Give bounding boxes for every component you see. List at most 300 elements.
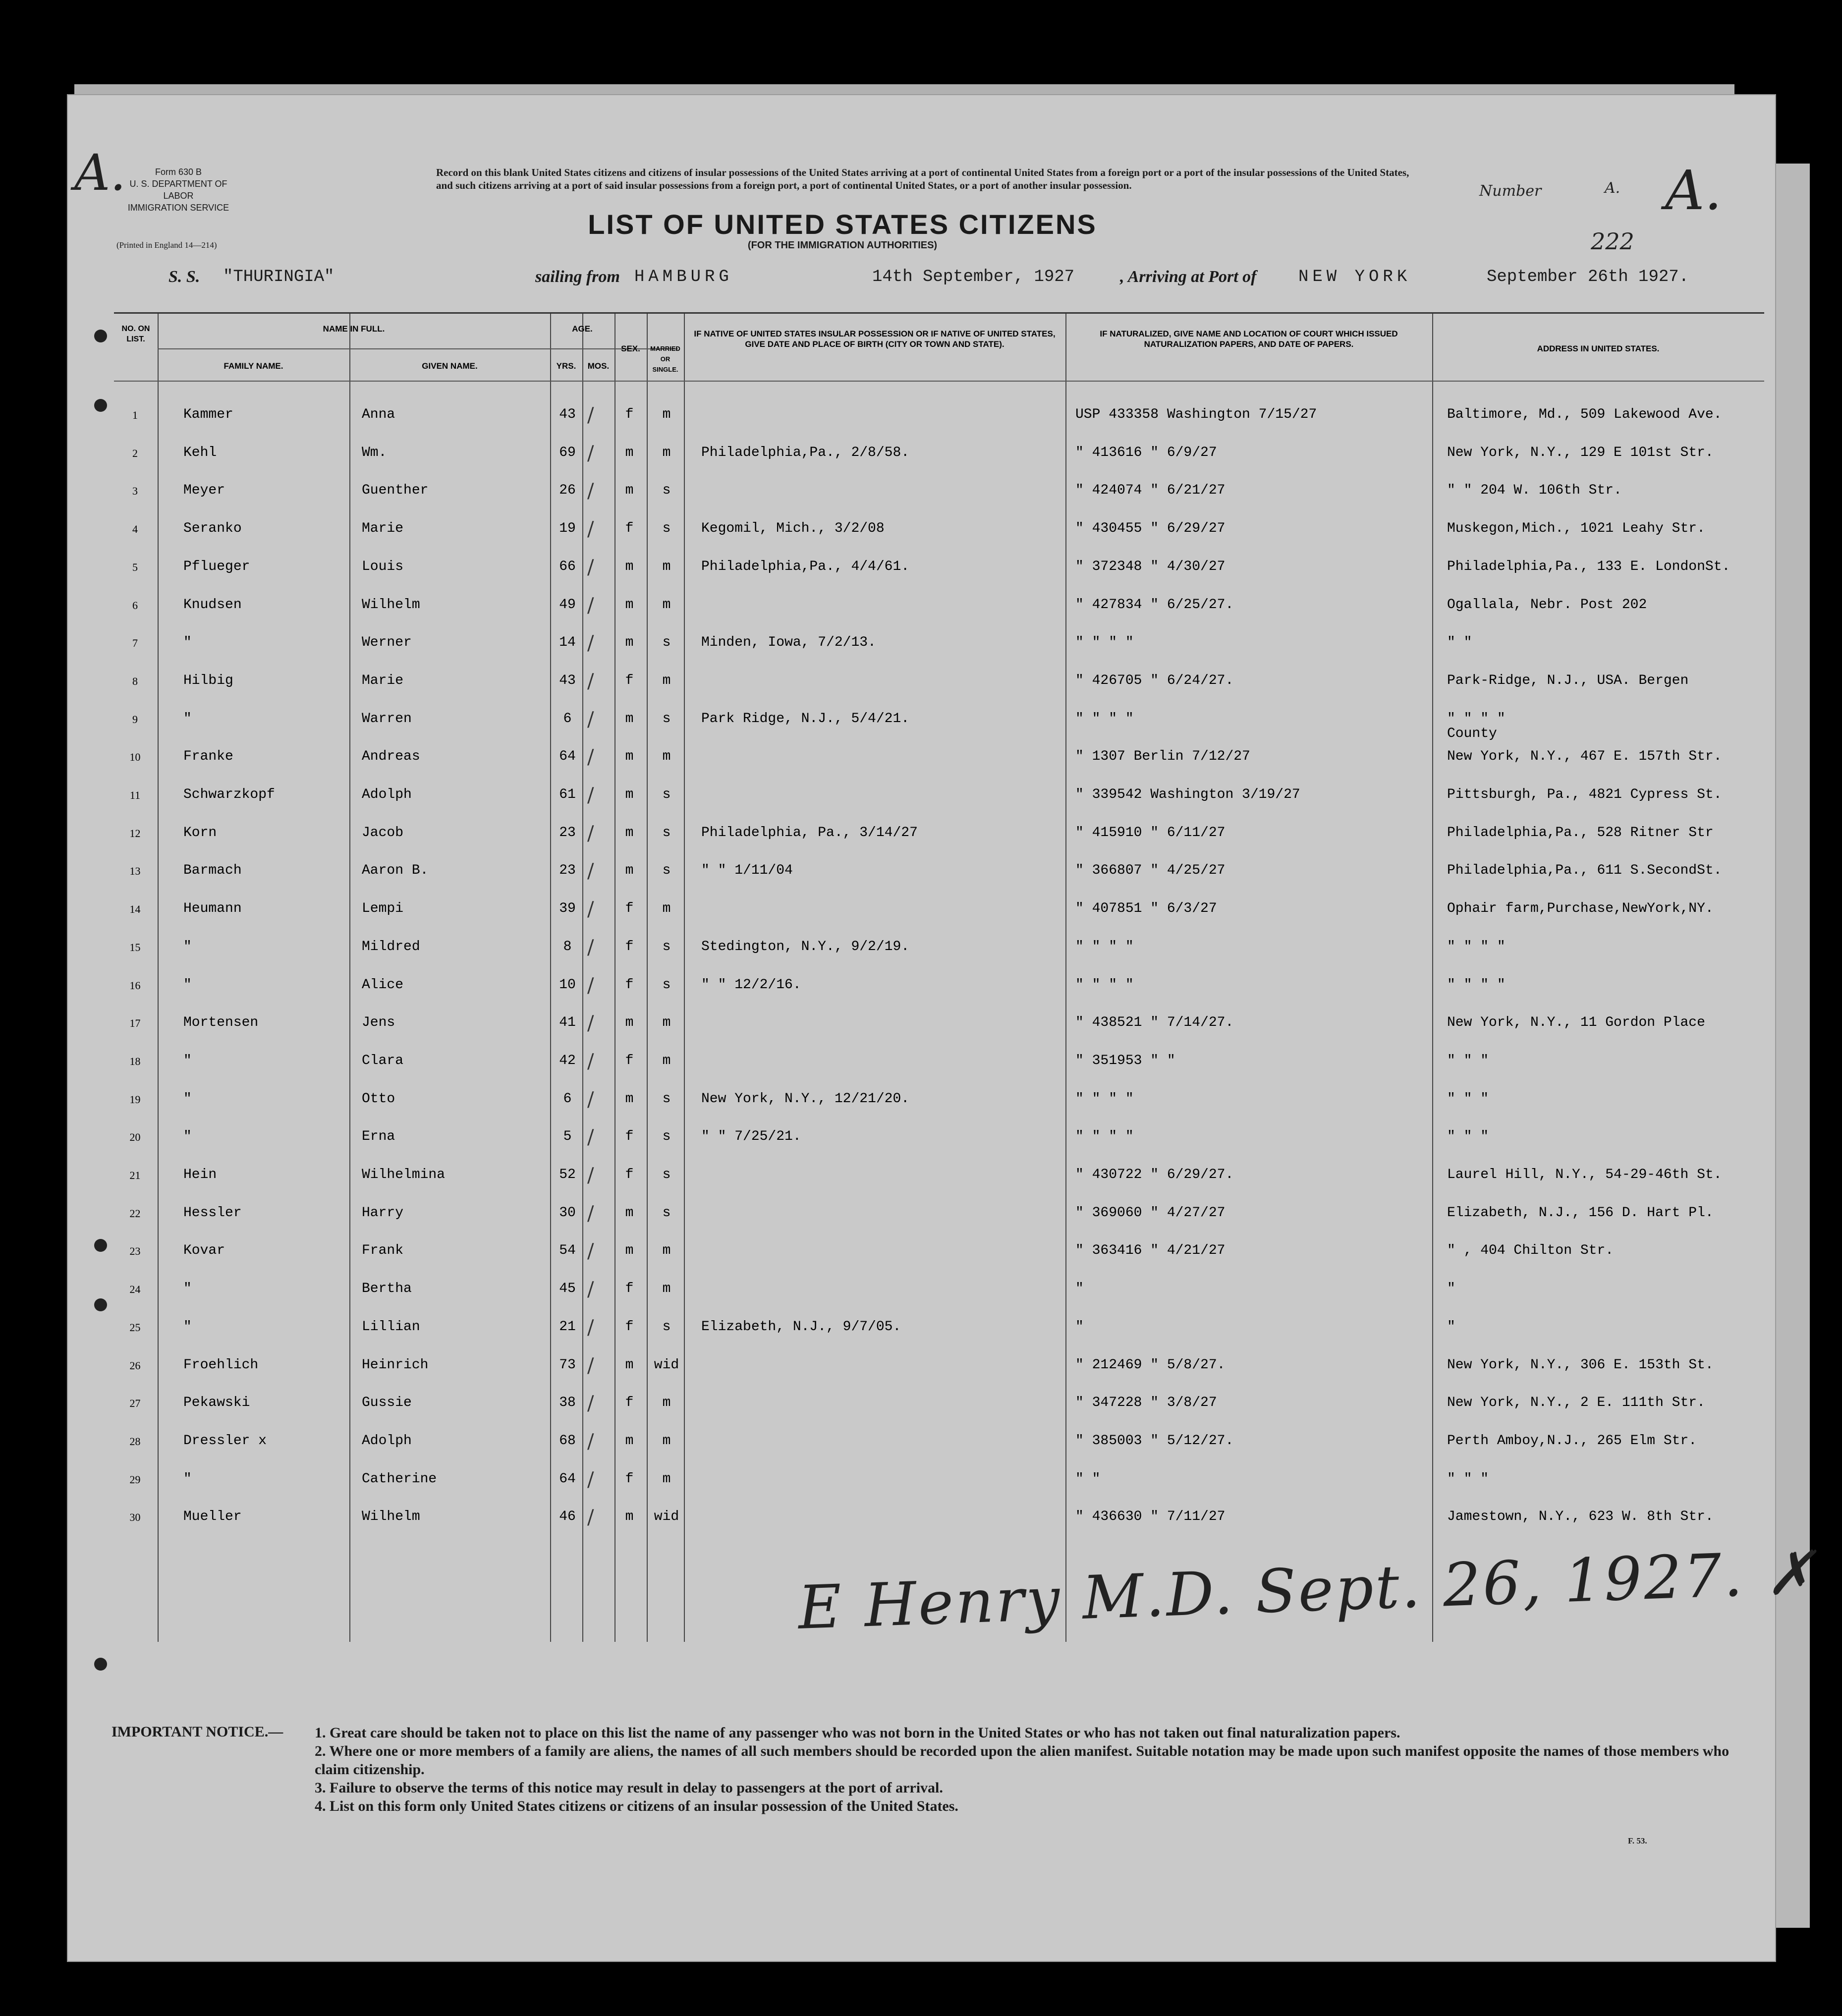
age-cell: 73 xyxy=(559,1357,576,1373)
table-row xyxy=(114,436,1764,474)
check-mark-icon: / xyxy=(587,632,594,655)
header-given-name: GIVEN NAME. xyxy=(422,361,478,371)
check-mark-icon: / xyxy=(587,1392,594,1415)
given-name-cell: Wilhelm xyxy=(362,597,420,613)
birth-cell: Park Ridge, N.J., 5/4/21. xyxy=(701,711,910,727)
punch-hole xyxy=(94,1658,107,1671)
address-cell: " " 204 W. 106th Str. xyxy=(1447,483,1622,499)
check-mark-icon: / xyxy=(587,594,594,617)
row-number: 26 xyxy=(129,1359,141,1372)
table-row xyxy=(114,1348,1764,1386)
family-name-cell: Kovar xyxy=(183,1243,225,1259)
naturalization-cell: " 430722 " 6/29/27. xyxy=(1075,1167,1234,1182)
family-name-cell: Hessler xyxy=(183,1205,242,1221)
given-name-cell: Lillian xyxy=(362,1319,420,1335)
ship-name: "THURINGIA" xyxy=(223,268,335,286)
sex-cell: m xyxy=(625,863,634,879)
family-name-cell: Meyer xyxy=(183,483,225,499)
address-cell: Philadelphia,Pa., 133 E. LondonSt. xyxy=(1447,559,1730,574)
age-cell: 8 xyxy=(563,939,572,954)
sex-cell: m xyxy=(625,1205,634,1221)
marital-cell: s xyxy=(662,863,671,879)
table-row xyxy=(114,930,1764,968)
department-name: U. S. DEPARTMENT OF LABOR xyxy=(129,179,227,201)
birth-cell: Philadelphia,Pa., 4/4/61. xyxy=(701,559,910,574)
given-name-cell: Bertha xyxy=(362,1281,412,1297)
family-name-cell: " xyxy=(183,1471,192,1487)
check-mark-icon: / xyxy=(587,1278,594,1301)
sex-cell: f xyxy=(625,1395,634,1411)
marital-cell: m xyxy=(662,672,671,688)
naturalization-cell: " 424074 " 6/21/27 xyxy=(1075,483,1226,499)
sex-cell: f xyxy=(625,672,634,688)
naturalization-cell: " " " " xyxy=(1075,1091,1134,1107)
table-row xyxy=(114,626,1764,664)
address-cell: " " " " xyxy=(1447,939,1506,954)
marital-cell: s xyxy=(662,787,671,802)
sex-cell: m xyxy=(625,711,634,727)
row-number: 30 xyxy=(129,1511,141,1524)
given-name-cell: Heinrich xyxy=(362,1357,429,1373)
address-cell: " " " " xyxy=(1447,977,1506,993)
address-cell: New York, N.Y., 11 Gordon Place xyxy=(1447,1015,1705,1031)
family-name-cell: Franke xyxy=(183,749,233,765)
check-mark-icon: / xyxy=(587,1430,594,1453)
punch-hole xyxy=(94,330,107,342)
marital-cell: m xyxy=(662,1053,671,1068)
page-subtitle: (FOR THE IMMIGRATION AUTHORITIES) xyxy=(747,240,938,251)
given-name-cell: Aaron B. xyxy=(362,863,429,879)
address-cell: " xyxy=(1447,1281,1455,1297)
number-value: A. xyxy=(1605,179,1620,197)
table-row xyxy=(114,1082,1764,1120)
check-mark-icon: / xyxy=(587,518,594,541)
age-cell: 52 xyxy=(559,1167,576,1182)
address-cell: Philadelphia,Pa., 528 Ritner Str xyxy=(1447,825,1714,840)
naturalization-cell: " 372348 " 4/30/27 xyxy=(1075,559,1226,574)
given-name-cell: Anna xyxy=(362,407,395,422)
table-row xyxy=(114,1044,1764,1082)
check-mark-icon: / xyxy=(587,1354,594,1377)
age-cell: 54 xyxy=(559,1243,576,1259)
table-row xyxy=(114,1006,1764,1044)
header-years: YRS. xyxy=(556,361,576,371)
notice-item: 2. Where one or more members of a family are aliens, the names of all such members should be recorded upon the alien manifest. Suitable notation may be made upon such manifest opposite the names of those members who claim citizenship. xyxy=(315,1743,1730,1778)
address-cell: " , 404 Chilton Str. xyxy=(1447,1243,1614,1259)
notice-item: 3. Failure to observe the terms of this notice may result in delay to passengers at the port of arrival. xyxy=(315,1780,943,1796)
family-name-cell: Seranko xyxy=(183,521,242,537)
family-name-cell: " xyxy=(183,1129,192,1145)
marital-cell: wid xyxy=(654,1357,679,1373)
table-row xyxy=(114,1462,1764,1500)
given-name-cell: Adolph xyxy=(362,787,412,802)
naturalization-cell: " 426705 " 6/24/27. xyxy=(1075,672,1234,688)
family-name-cell: " xyxy=(183,939,192,954)
check-mark-icon: / xyxy=(587,822,594,845)
address-cell: Baltimore, Md., 509 Lakewood Ave. xyxy=(1447,407,1722,422)
address-cell: " " " xyxy=(1447,1091,1489,1107)
table-row xyxy=(114,892,1764,930)
table-row xyxy=(114,854,1764,892)
given-name-cell: Clara xyxy=(362,1053,404,1068)
header-months: MOS. xyxy=(587,361,610,371)
header-rule xyxy=(158,348,678,349)
birth-cell: " " 1/11/04 xyxy=(701,863,793,879)
notice-item: 1. Great care should be taken not to place on this list the name of any passenger who was not born in the United States or who has not taken out final naturalization papers. xyxy=(315,1725,1400,1741)
naturalization-cell: " 427834 " 6/25/27. xyxy=(1075,597,1234,613)
age-cell: 68 xyxy=(559,1433,576,1449)
age-cell: 42 xyxy=(559,1053,576,1068)
family-name-cell: " xyxy=(183,1091,192,1107)
given-name-cell: Alice xyxy=(362,977,404,993)
age-cell: 30 xyxy=(559,1205,576,1221)
sex-cell: f xyxy=(625,1053,634,1068)
family-name-cell: " xyxy=(183,1281,192,1297)
row-number: 11 xyxy=(129,789,141,801)
row-number: 21 xyxy=(129,1169,141,1181)
row-number: 12 xyxy=(129,827,141,840)
page-stack-edge-right xyxy=(1774,164,1810,1928)
address-cell: New York, N.Y., 306 E. 153th St. xyxy=(1447,1357,1714,1373)
row-number: 6 xyxy=(132,599,138,612)
inspector-signature: E Henry M.D. Sept. 26, 1927. ✗ xyxy=(797,1538,1818,1643)
annotation-letter-left: A. xyxy=(74,144,126,202)
passenger-table xyxy=(114,312,1764,1642)
given-name-cell: Jens xyxy=(362,1015,395,1031)
table-row xyxy=(114,550,1764,588)
marital-cell: m xyxy=(662,407,671,422)
age-cell: 69 xyxy=(559,445,576,460)
family-name-cell: Barmach xyxy=(183,863,242,879)
sex-cell: f xyxy=(625,1129,634,1145)
row-number: 27 xyxy=(129,1397,141,1410)
sex-cell: m xyxy=(625,597,634,613)
given-name-cell: Wm. xyxy=(362,445,387,460)
check-mark-icon: / xyxy=(587,1012,594,1035)
naturalization-cell: " " xyxy=(1075,1471,1101,1487)
given-name-cell: Frank xyxy=(362,1243,404,1259)
marital-cell: m xyxy=(662,1015,671,1031)
naturalization-cell: " 363416 " 4/21/27 xyxy=(1075,1243,1226,1259)
naturalization-cell: " 436630 " 7/11/27 xyxy=(1075,1509,1226,1525)
table-row xyxy=(114,816,1764,854)
check-mark-icon: / xyxy=(587,556,594,579)
check-mark-icon: / xyxy=(587,708,594,731)
address-cell: " " " " xyxy=(1447,711,1506,727)
marital-cell: m xyxy=(662,901,671,917)
age-cell: 19 xyxy=(559,521,576,537)
given-name-cell: Lempi xyxy=(362,901,404,917)
address-cell: Pittsburgh, Pa., 4821 Cypress St. xyxy=(1447,787,1722,802)
naturalization-cell: " 1307 Berlin 7/12/27 xyxy=(1075,749,1250,765)
table-row xyxy=(114,702,1764,740)
check-mark-icon: / xyxy=(587,1088,594,1111)
birth-cell: Minden, Iowa, 7/2/13. xyxy=(701,635,876,651)
naturalization-cell: " 369060 " 4/27/27 xyxy=(1075,1205,1226,1221)
address-cell: Elizabeth, N.J., 156 D. Hart Pl. xyxy=(1447,1205,1714,1221)
marital-cell: m xyxy=(662,445,671,460)
row-number: 23 xyxy=(129,1245,141,1258)
given-name-cell: Wilhelm xyxy=(362,1509,420,1525)
check-mark-icon: / xyxy=(587,1164,594,1187)
given-name-cell: Marie xyxy=(362,521,404,537)
table-row xyxy=(114,1196,1764,1234)
age-cell: 6 xyxy=(563,711,572,727)
table-row xyxy=(114,398,1764,436)
row-number: 2 xyxy=(132,447,138,459)
check-mark-icon: / xyxy=(587,974,594,997)
punch-hole xyxy=(94,1298,107,1311)
form-number: Form 630 B xyxy=(155,167,202,177)
sex-cell: f xyxy=(625,1319,634,1335)
check-mark-icon: / xyxy=(587,670,594,693)
marital-cell: s xyxy=(662,1319,671,1335)
punch-hole xyxy=(94,399,107,412)
family-name-cell: Hein xyxy=(183,1167,217,1182)
table-row xyxy=(114,1234,1764,1272)
naturalization-cell: " 366807 " 4/25/27 xyxy=(1075,863,1226,879)
age-cell: 23 xyxy=(559,825,576,840)
sex-cell: m xyxy=(625,483,634,499)
address-cell: " " " xyxy=(1447,1471,1489,1487)
row-number: 3 xyxy=(132,485,138,498)
table-row xyxy=(114,1424,1764,1462)
check-mark-icon: / xyxy=(587,746,594,769)
marital-cell: m xyxy=(662,1243,671,1259)
age-cell: 43 xyxy=(559,672,576,688)
sex-cell: m xyxy=(625,787,634,802)
check-mark-icon: / xyxy=(587,1240,594,1263)
sailing-from-port: HAMBURG xyxy=(634,268,733,286)
table-row xyxy=(114,778,1764,816)
sex-cell: m xyxy=(625,1015,634,1031)
family-name-cell: Schwarzkopf xyxy=(183,787,275,802)
check-mark-icon: / xyxy=(587,480,594,503)
age-cell: 46 xyxy=(559,1509,576,1525)
check-mark-icon: / xyxy=(587,860,594,883)
address-cell: Perth Amboy,N.J., 265 Elm Str. xyxy=(1447,1433,1697,1449)
sex-cell: f xyxy=(625,901,634,917)
ship-prefix: S. S. xyxy=(168,268,200,286)
check-mark-icon: / xyxy=(587,1506,594,1529)
row-number: 4 xyxy=(132,523,138,536)
sex-cell: f xyxy=(625,1281,634,1297)
marital-cell: s xyxy=(662,1205,671,1221)
marital-cell: s xyxy=(662,483,671,499)
arriving-port: NEW YORK xyxy=(1298,268,1411,286)
age-cell: 26 xyxy=(559,483,576,499)
table-row xyxy=(114,664,1764,702)
age-cell: 64 xyxy=(559,749,576,765)
marital-cell: s xyxy=(662,1091,671,1107)
address-cell: Jamestown, N.Y., 623 W. 8th Str. xyxy=(1447,1509,1714,1525)
naturalization-cell: " " " " xyxy=(1075,1129,1134,1145)
naturalization-cell: " 430455 " 6/29/27 xyxy=(1075,521,1226,537)
address-cell: New York, N.Y., 2 E. 111th Str. xyxy=(1447,1395,1705,1411)
naturalization-cell: " 347228 " 3/8/27 xyxy=(1075,1395,1217,1411)
age-cell: 38 xyxy=(559,1395,576,1411)
marital-cell: s xyxy=(662,1167,671,1182)
family-name-cell: Mortensen xyxy=(183,1015,259,1031)
address-cell: " " xyxy=(1447,635,1472,651)
table-row xyxy=(114,474,1764,511)
sex-cell: f xyxy=(625,407,634,422)
header-rule xyxy=(114,381,1764,382)
given-name-cell: Andreas xyxy=(362,749,420,765)
table-row xyxy=(114,1158,1764,1196)
sex-cell: m xyxy=(625,1243,634,1259)
naturalization-cell: " " " " xyxy=(1075,977,1134,993)
naturalization-cell: " 339542 Washington 3/19/27 xyxy=(1075,787,1300,802)
header-age: AGE. xyxy=(572,324,593,334)
header-no: NO. ON LIST. xyxy=(121,325,150,343)
age-cell: 5 xyxy=(563,1129,572,1145)
marital-cell: m xyxy=(662,749,671,765)
row-number: 25 xyxy=(129,1321,141,1334)
marital-cell: s xyxy=(662,939,671,954)
row-number: 20 xyxy=(129,1131,141,1144)
marital-cell: s xyxy=(662,635,671,651)
check-mark-icon: / xyxy=(587,936,594,959)
age-cell: 14 xyxy=(559,635,576,651)
printed-note: (Printed in England 14—214) xyxy=(116,240,217,250)
sailing-date: 14th September, 1927 xyxy=(872,268,1075,286)
sex-cell: f xyxy=(625,977,634,993)
family-name-cell: Kammer xyxy=(183,407,233,422)
naturalization-cell: " " " " xyxy=(1075,635,1134,651)
given-name-cell: Otto xyxy=(362,1091,395,1107)
sex-cell: m xyxy=(625,1357,634,1373)
row-number: 19 xyxy=(129,1093,141,1106)
sex-cell: m xyxy=(625,635,634,651)
address-cell: " xyxy=(1447,1319,1455,1335)
row-number: 18 xyxy=(129,1055,141,1067)
birth-cell: New York, N.Y., 12/21/20. xyxy=(701,1091,910,1107)
header-sex: SEX. xyxy=(621,344,640,353)
given-name-cell: Wilhelmina xyxy=(362,1167,446,1182)
row-number: 16 xyxy=(129,979,141,992)
row-number: 8 xyxy=(132,674,138,687)
address-cell: " " " xyxy=(1447,1129,1489,1145)
row-number: 13 xyxy=(129,865,141,878)
sailing-from-label: sailing from xyxy=(535,268,620,286)
check-mark-icon: / xyxy=(587,1468,594,1491)
annotation-letter-right: A. xyxy=(1665,159,1722,222)
family-name-cell: Heumann xyxy=(183,901,242,917)
form-code: F. 53. xyxy=(1628,1836,1647,1846)
sex-cell: m xyxy=(625,445,634,460)
age-cell: 61 xyxy=(559,787,576,802)
row-number: 17 xyxy=(129,1017,141,1030)
address-cell: Laurel Hill, N.Y., 54-29-46th St. xyxy=(1447,1167,1722,1182)
address-cell: Philadelphia,Pa., 611 S.SecondSt. xyxy=(1447,863,1722,879)
row-number: 7 xyxy=(132,637,138,650)
naturalization-cell: " " " " xyxy=(1075,711,1134,727)
sex-cell: f xyxy=(625,1167,634,1182)
check-mark-icon: / xyxy=(587,1050,594,1073)
notice-item: 4. List on this form only United States citizens or citizens of an insular possession of the United States. xyxy=(315,1798,958,1814)
sex-cell: f xyxy=(625,1471,634,1487)
address-continued-cell: County xyxy=(1447,726,1497,741)
age-cell: 49 xyxy=(559,597,576,613)
age-cell: 41 xyxy=(559,1015,576,1031)
address-cell: New York, N.Y., 467 E. 157th Str. xyxy=(1447,749,1722,765)
birth-cell: " " 12/2/16. xyxy=(701,977,801,993)
form-identifier xyxy=(116,166,240,214)
naturalization-cell: " 413616 " 6/9/27 xyxy=(1075,445,1217,460)
address-cell: Muskegon,Mich., 1021 Leahy Str. xyxy=(1447,521,1705,537)
important-notice xyxy=(315,1724,1742,1815)
family-name-cell: " xyxy=(183,977,192,993)
header-marital: MARRIED OR SINGLE. xyxy=(650,345,680,373)
row-number: 22 xyxy=(129,1207,141,1220)
table-row xyxy=(114,1386,1764,1424)
naturalization-cell: " 438521 " 7/14/27. xyxy=(1075,1015,1234,1031)
marital-cell: s xyxy=(662,977,671,993)
sex-cell: m xyxy=(625,1091,634,1107)
given-name-cell: Catherine xyxy=(362,1471,437,1487)
naturalization-cell: " 415910 " 6/11/27 xyxy=(1075,825,1226,840)
check-mark-icon: / xyxy=(587,404,594,427)
birth-cell: Philadelphia, Pa., 3/14/27 xyxy=(701,825,918,840)
given-name-cell: Warren xyxy=(362,711,412,727)
naturalization-cell: " xyxy=(1075,1319,1084,1335)
sex-cell: f xyxy=(625,521,634,537)
family-name-cell: Mueller xyxy=(183,1509,242,1525)
family-name-cell: Dressler x xyxy=(183,1433,267,1449)
marital-cell: m xyxy=(662,597,671,613)
age-cell: 64 xyxy=(559,1471,576,1487)
given-name-cell: Adolph xyxy=(362,1433,412,1449)
age-cell: 6 xyxy=(563,1091,572,1107)
check-mark-icon: / xyxy=(587,442,594,465)
naturalization-cell: " xyxy=(1075,1281,1084,1297)
family-name-cell: " xyxy=(183,635,192,651)
marital-cell: m xyxy=(662,1281,671,1297)
marital-cell: s xyxy=(662,825,671,840)
sex-cell: m xyxy=(625,1433,634,1449)
family-name-cell: " xyxy=(183,1053,192,1068)
punch-hole xyxy=(94,1239,107,1252)
table-row xyxy=(114,740,1764,778)
notice-label: IMPORTANT NOTICE.— xyxy=(112,1724,283,1740)
marital-cell: m xyxy=(662,1471,671,1487)
row-number: 9 xyxy=(132,713,138,726)
age-cell: 23 xyxy=(559,863,576,879)
check-mark-icon: / xyxy=(587,1126,594,1149)
header-family-name: FAMILY NAME. xyxy=(223,361,283,371)
row-number: 1 xyxy=(132,409,138,421)
table-row xyxy=(114,968,1764,1006)
table-row xyxy=(114,1120,1764,1158)
table-row xyxy=(114,1310,1764,1348)
header-birth: IF NATIVE OF UNITED STATES INSULAR POSSESSION OR IF NATIVE OF UNITED STATES, GIVE DATE AND PLACE OF BIRTH (CITY OR TOWN AND STATE). xyxy=(694,329,1056,349)
row-number: 24 xyxy=(129,1283,141,1296)
number-label: Number xyxy=(1479,182,1542,200)
table-row xyxy=(114,1500,1764,1538)
birth-cell: Kegomil, Mich., 3/2/08 xyxy=(701,521,885,537)
sex-cell: m xyxy=(625,559,634,574)
check-mark-icon: / xyxy=(587,1202,594,1225)
table-row xyxy=(114,512,1764,550)
family-name-cell: Knudsen xyxy=(183,597,242,613)
address-cell: Ophair farm,Purchase,NewYork,NY. xyxy=(1447,901,1714,917)
arriving-label: , Arriving at Port of xyxy=(1120,268,1257,286)
birth-cell: Elizabeth, N.J., 9/7/05. xyxy=(701,1319,901,1335)
marital-cell: s xyxy=(662,521,671,537)
naturalization-cell: " 351953 " " xyxy=(1075,1053,1175,1068)
page-title: LIST OF UNITED STATES CITIZENS xyxy=(588,209,1097,240)
